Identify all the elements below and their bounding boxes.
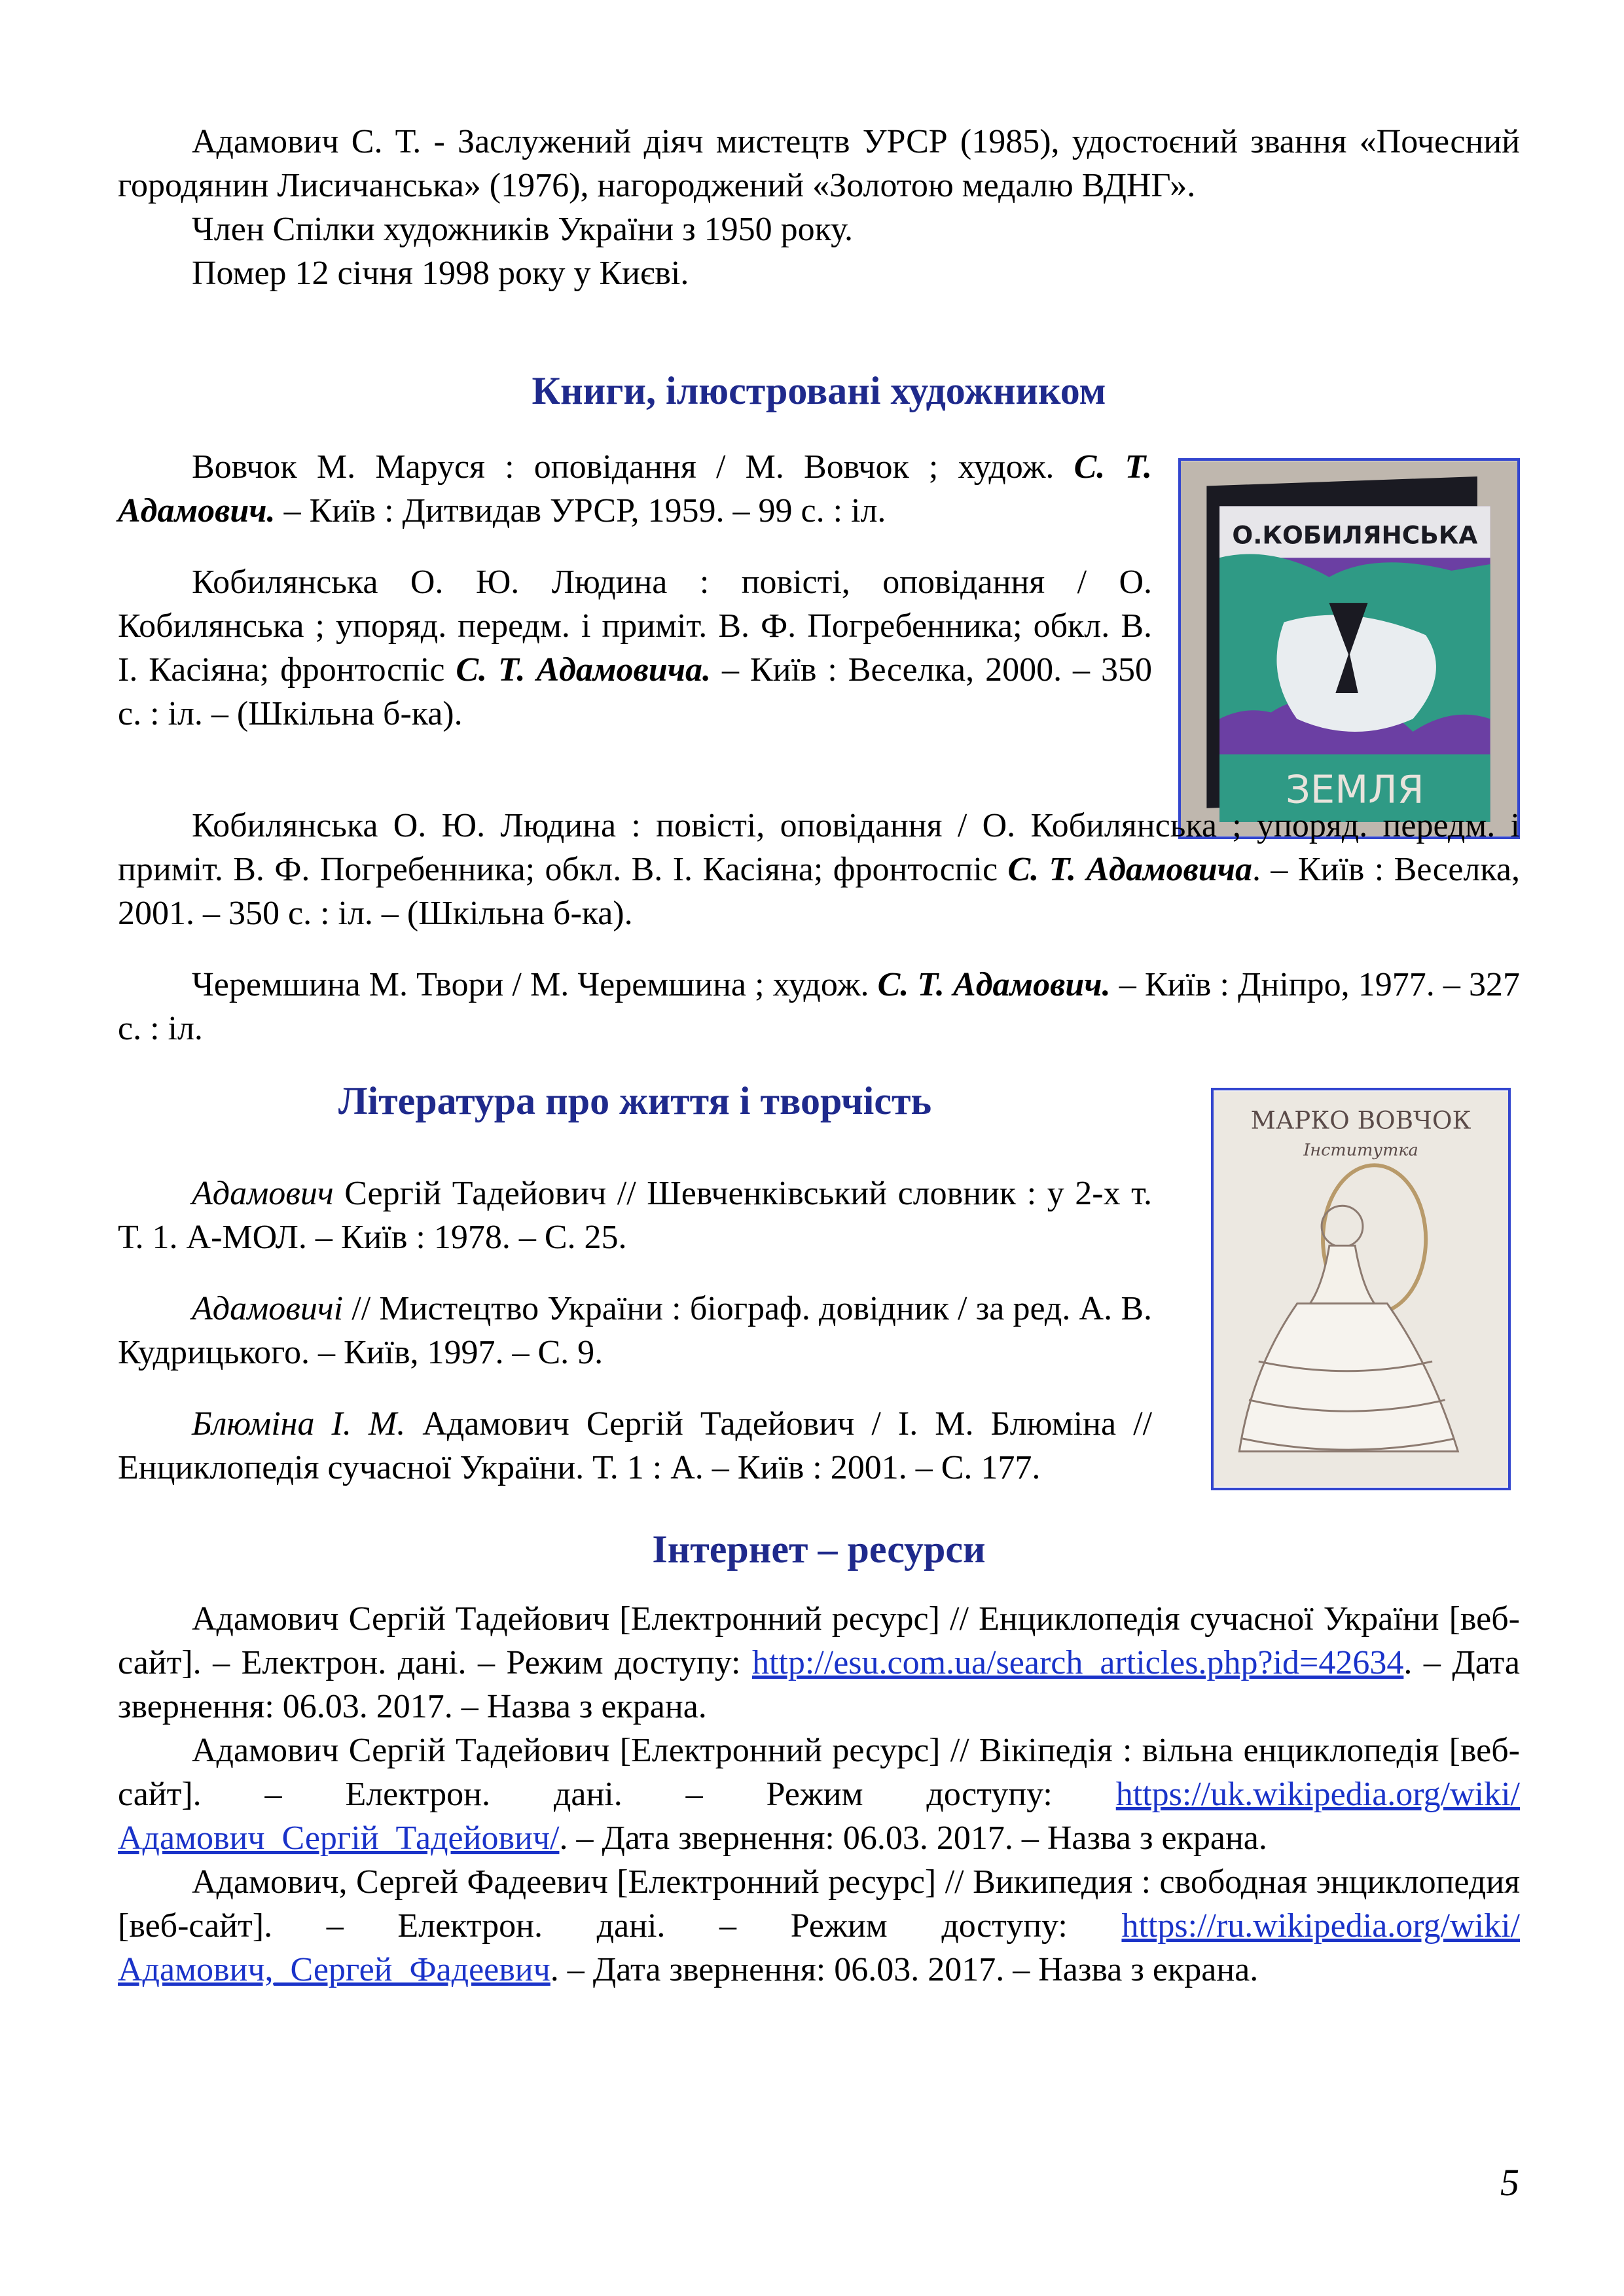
- literature-entry-1: Адамович Сергій Тадейович // Шевченківський словник : у 2-х т. Т. 1. А-МОЛ. – Київ : 1978. – С. 25.: [118, 1175, 1152, 1256]
- book-cover-zemlia: [1178, 458, 1520, 839]
- literature-entry-2: Адамовичі // Мистецтво України : біограф. довідник / за ред. А. В. Кудрицького. – Київ, 1997. – С. 9.: [118, 1290, 1152, 1371]
- bio-membership: Член Спілки художників України з 1950 року.: [192, 211, 853, 248]
- svg-text:МАРКО ВОВЧОК: МАРКО ВОВЧОК: [1250, 1105, 1471, 1135]
- internet-entry-2: Адамович Сергій Тадейович [Електронний ресурс] // Вікіпедія : вільна енциклопедія [веб-сайт]. – Електрон. дані. – Режим доступу: https://uk.wikipedia.org/wiki/Адамович_Сергій_Тадейович/. – Дата звернення: 06.03. 2017. – Назва з екрана.: [118, 1732, 1520, 1857]
- books-list-top: [118, 445, 1152, 763]
- svg-text:Інститутка: Інститутка: [1303, 1140, 1418, 1160]
- esu-link[interactable]: http://esu.com.ua/search_articles.php?id=42634: [751, 1644, 1404, 1681]
- book-entry-1: Вовчок М. Маруся : оповідання / М. Вовчок ; худож. С. Т. Адамович. – Київ : Дитвидав УРСР, 1959. – 99 с. : іл.: [118, 448, 1153, 529]
- book-entry-2: Кобилянська О. Ю. Людина : повісті, оповідання / О. Кобилянська ; упоряд. передм. і приміт. В. Ф. Погребенника; обкл. В. І. Касіяна; фронтоспіс С. Т. Адамовича. – Київ : Веселка, 2000. – 350 с. : іл. – (Шкільна б-ка).: [118, 564, 1152, 732]
- book-cover-instytutka-image: [1214, 1090, 1508, 1488]
- svg-text:ЗЕМЛЯ: ЗЕМЛЯ: [1286, 766, 1424, 812]
- books-list-bottom: [118, 804, 1520, 1078]
- books-heading: Книги, ілюстровані художником: [532, 369, 1106, 412]
- literature-heading: Література про життя і творчість: [338, 1079, 932, 1122]
- book-cover-zemlia-image: [1181, 461, 1517, 836]
- internet-entry-1: Адамович Сергій Тадейович [Електронний ресурс] // Енциклопедія сучасної України [веб-сайт]. – Електрон. дані. – Режим доступу: http://esu.com.ua/search_articles.php?id=42634. – Дата звернення: 06.03. 2017. – Назва з екрана.: [118, 1600, 1520, 1725]
- svg-text:О.КОБИЛЯНСЬКА: О.КОБИЛЯНСЬКА: [1232, 520, 1478, 550]
- uk-wikipedia-link[interactable]: https://uk.wikipedia.org/wiki/Адамович_Сергій_Тадейович/: [118, 1776, 1520, 1857]
- ru-wikipedia-link[interactable]: https://ru.wikipedia.org/wiki/Адамович,_Сергей_Фадеевич: [118, 1907, 1520, 1988]
- book-cover-instytutka: [1211, 1088, 1511, 1490]
- literature-entry-3: Блюміна І. М. Адамович Сергій Тадейович / І. М. Блюміна // Енциклопедія сучасної України. Т. 1 : А. – Київ : 2001. – С. 177.: [118, 1405, 1153, 1486]
- bio-awards: Адамович С. Т. - Заслужений діяч мистецтв УРСР (1985), удостоєний звання «Почесний городянин Лисичанська» (1976), нагороджений «Золотою медалю ВДНГ».: [118, 123, 1520, 204]
- page-number: 5: [1500, 2161, 1519, 2204]
- biography: [118, 120, 1520, 295]
- literature-list: [118, 1172, 1152, 1517]
- internet-heading: Інтернет – ресурси: [652, 1528, 986, 1571]
- internet-entry-3: Адамович, Сергей Фадеевич [Електронний ресурс] // Википедия : свободная энциклопедия [веб-сайт]. – Електрон. дані. – Режим доступу: https://ru.wikipedia.org/wiki/Адамович,_Сергей_Фадеевич. – Дата звернення: 06.03. 2017. – Назва з екрана.: [118, 1863, 1520, 1988]
- bio-death: Помер 12 січня 1998 року у Києві.: [192, 255, 689, 292]
- book-entry-4: Черемшина М. Твори / М. Черемшина ; худож. С. Т. Адамович. – Київ : Дніпро, 1977. – 327 с. : іл.: [118, 966, 1520, 1047]
- book-entry-3: Кобилянська О. Ю. Людина : повісті, оповідання / О. Кобилянська ; упоряд. передм. і приміт. В. Ф. Погребенника; обкл. В. І. Касіяна; фронтоспіс С. Т. Адамовича. – Київ : Веселка, 2001. – 350 с. : іл. – (Шкільна б-ка).: [118, 807, 1520, 932]
- internet-list: [118, 1597, 1520, 1992]
